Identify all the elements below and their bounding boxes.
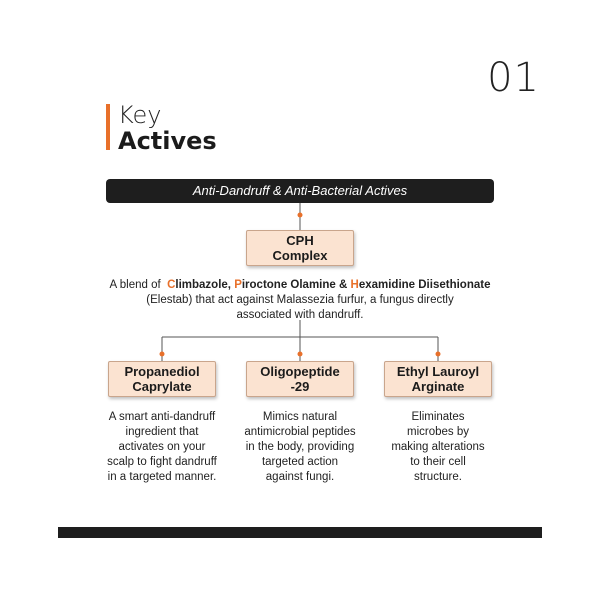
cph-line1: CPH	[286, 233, 314, 248]
active-2-desc-line: targeted action	[261, 456, 339, 468]
cph-complex-box	[246, 230, 354, 266]
active-3-desc-line: to their cell	[410, 456, 466, 468]
oligopeptide-29-box	[246, 361, 354, 397]
section-banner: Anti-Dandruff & Anti-Bacterial Actives	[106, 179, 494, 203]
cph-description	[100, 278, 500, 323]
active-1-desc-line: A smart anti-dandruff	[108, 411, 216, 423]
title-accent-bar	[106, 104, 110, 150]
oligopeptide-29-description	[230, 410, 370, 485]
active-1-desc-line: scalp to fight dandruff	[107, 456, 217, 468]
cph-desc-hexamidine: examidine Diisethionate	[358, 279, 491, 291]
cph-desc-piroctone: iroctone Olamine &	[241, 279, 351, 291]
active-2-desc-line: Mimics natural	[262, 411, 338, 423]
page-title-line1: Key	[118, 101, 162, 129]
active-1-desc-line: ingredient that	[125, 426, 199, 438]
cph-desc-lead: A blend of	[109, 279, 161, 291]
active-2-desc-line: against fungi.	[265, 471, 335, 483]
page-title-line2: Actives	[118, 127, 217, 155]
propanediol-caprylate-box	[108, 361, 216, 397]
active-3-desc-line: structure.	[414, 471, 462, 483]
active-3-desc-line: making alterations	[391, 441, 485, 453]
active-1-desc-line: activates on your	[118, 441, 206, 453]
cph-line2: Complex	[272, 248, 328, 263]
active-2-desc-line: antimicrobial peptides	[244, 426, 356, 438]
active-3-desc-line: Eliminates	[411, 411, 465, 423]
active-3-desc-line: microbes by	[407, 426, 469, 438]
cph-desc-climbazole: limbazole,	[175, 279, 235, 291]
active-2-line1: Oligopeptide	[260, 364, 340, 379]
ethyl-lauroyl-arginate-description	[368, 410, 508, 485]
cph-desc-initial-p: P	[234, 279, 242, 291]
active-2-line2: -29	[290, 379, 310, 394]
active-3-line1: Ethyl Lauroyl	[396, 364, 480, 379]
active-3-line2: Arginate	[411, 379, 465, 394]
active-1-desc-line: in a targeted manner.	[107, 471, 217, 483]
cph-desc-line3: associated with dandruff.	[236, 309, 364, 321]
page-number: 01	[487, 55, 540, 101]
active-2-desc-line: in the body, providing	[245, 441, 355, 453]
footer-bar	[58, 527, 542, 538]
cph-desc-initial-h: H	[350, 279, 359, 291]
cph-desc-initial-c: C	[167, 279, 176, 291]
active-1-line2: Caprylate	[132, 379, 192, 394]
ethyl-lauroyl-arginate-box	[384, 361, 492, 397]
active-1-line1: Propanediol	[124, 364, 200, 379]
propanediol-caprylate-description	[92, 410, 232, 485]
cph-desc-line2: (Elestab) that act against Malassezia furfur, a fungus directly	[146, 294, 454, 306]
